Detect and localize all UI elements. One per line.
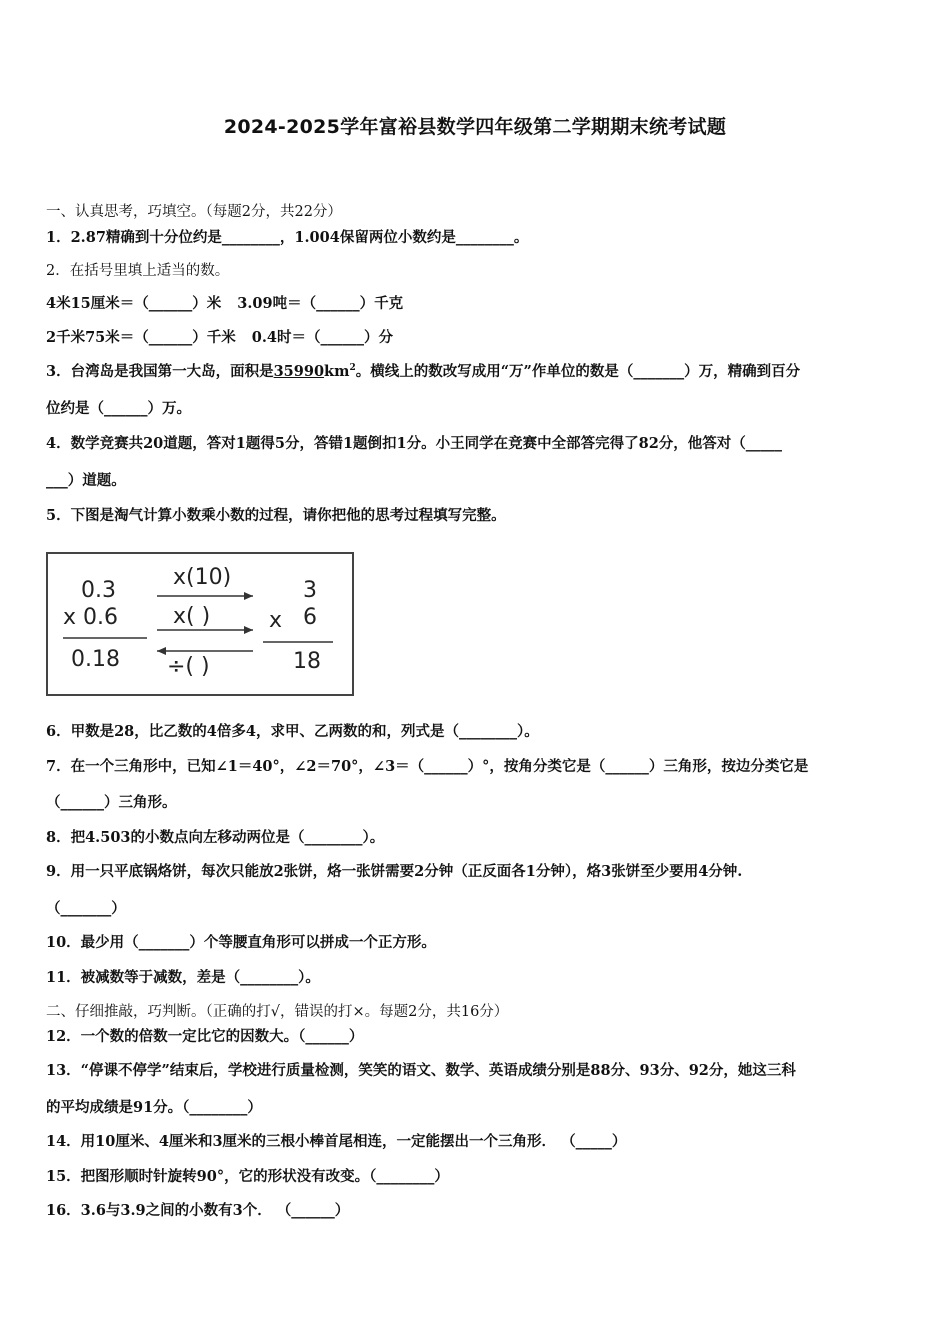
q3-underlined-number: 35990 (273, 363, 325, 380)
question-7-line-2[interactable]: （______）三角形。 (46, 794, 177, 811)
q1-blank-2[interactable]: ________ (455, 229, 514, 246)
q1-part: 。 (513, 229, 529, 246)
q1-part: 1.004 (294, 229, 340, 246)
figure-right-factor-1: 3 (303, 578, 317, 603)
question-12[interactable]: 12．一个数的倍数一定比它的因数大。（______） (46, 1028, 364, 1045)
question-7[interactable]: 7．在一个三角形中，已知∠1＝40°，∠2＝70°，∠3＝（______）°，按角分类它是（______）三角形，按边分类它是 (46, 758, 809, 775)
question-3-line-2[interactable]: 位约是（______）万。 (46, 400, 191, 417)
q1-blank-1[interactable]: ________ (221, 229, 280, 246)
figure-right-product: 18 (293, 649, 321, 674)
figure-arrow-label-1: x(10) (173, 565, 232, 590)
question-16[interactable]: 16．3.6与3.9之间的小数有3个． （______） (46, 1202, 350, 1219)
section-1-heading: 一、认真思考，巧填空。（每题2分，共22分） (46, 204, 342, 220)
question-8[interactable]: 8．把4.503的小数点向左移动两位是（________）。 (46, 829, 385, 846)
q2-item-b[interactable]: 3.09吨＝（______）千克 (237, 295, 404, 312)
question-9-line-2[interactable]: （_______） (46, 900, 126, 917)
figure-factor-1: 0.3 (81, 578, 116, 603)
q1-number: 1． (46, 229, 71, 246)
question-3 (46, 362, 800, 382)
question-9: 9．用一只平底锅烙饼，每次只能放2张饼，烙一张饼需要2分钟（正反面各1分钟），烙3张饼至少要用4分钟. (46, 863, 743, 880)
figure-product: 0.18 (71, 647, 120, 672)
q2-item-a[interactable]: 4米15厘米＝（______）米 (46, 295, 222, 312)
q3-superscript: 2 (349, 363, 356, 374)
question-15[interactable]: 15．把图形顺时针旋转90°，它的形状没有改变。（________） (46, 1168, 449, 1185)
question-2-row-1 (46, 294, 403, 314)
page-title: 2024-2025学年富裕县数学四年级第二学期期末统考试题 (223, 116, 727, 138)
question-2: 2．在括号里填上适当的数。 (46, 263, 230, 279)
q2-item-c[interactable]: 2千米75米＝（______）千米 (46, 329, 236, 346)
q1-part: 保留两位小数约是 (339, 229, 456, 246)
q3-unit: km (324, 363, 350, 380)
figure-arrow-label-3[interactable]: ÷( ) (167, 654, 210, 679)
q3-part: 3．台湾岛是我国第一大岛，面积是 (46, 363, 274, 380)
q3-part[interactable]: 。横线上的数改写成用“万”作单位的数是（_______）万，精确到百分 (355, 363, 801, 380)
question-10[interactable]: 10．最少用（_______）个等腰直角形可以拼成一个正方形。 (46, 934, 436, 951)
figure-factor-2: x 0.6 (63, 605, 118, 630)
question-13-line-2[interactable]: 的平均成绩是91分。（________） (46, 1099, 262, 1116)
question-2-row-2 (46, 328, 393, 348)
figure-right-multiply: x (269, 608, 283, 633)
question-4[interactable]: 4．数学竞赛共20道题，答对1题得5分，答错1题倒扣1分。小王同学在竞赛中全部答完得了82分，他答对（_____ (46, 435, 783, 452)
question-14[interactable]: 14．用10厘米、4厘米和3厘米的三根小棒首尾相连，一定能摆出一个三角形． （_____） (46, 1133, 627, 1150)
multiplication-figure (45, 550, 355, 697)
question-5: 5．下图是淘气计算小数乘小数的过程，请你把他的思考过程填写完整。 (46, 507, 506, 524)
figure-right-factor-2: 6 (303, 605, 317, 630)
question-1 (46, 228, 528, 248)
question-13: 13．“停课不停学”结束后，学校进行质量检测，笑笑的语文、数学、英语成绩分别是88分、93分、92分，她这三科 (46, 1062, 796, 1079)
question-4-line-2: ___）道题。 (46, 472, 126, 489)
q1-part: 2.87 (70, 229, 106, 246)
question-11[interactable]: 11．被减数等于减数，差是（________）。 (46, 969, 320, 986)
figure-arrow-label-2[interactable]: x( ) (173, 604, 211, 629)
section-2-heading: 二、仔细推敲，巧判断。（正确的打√，错误的打×。每题2分，共16分） (46, 1004, 509, 1020)
q1-part: 精确到十分位约是 (105, 229, 222, 246)
q2-item-d[interactable]: 0.4时＝（______）分 (251, 329, 394, 346)
q1-part: ， (279, 229, 295, 246)
question-6[interactable]: 6．甲数是28，比乙数的4倍多4，求甲、乙两数的和，列式是（________）。 (46, 723, 539, 740)
